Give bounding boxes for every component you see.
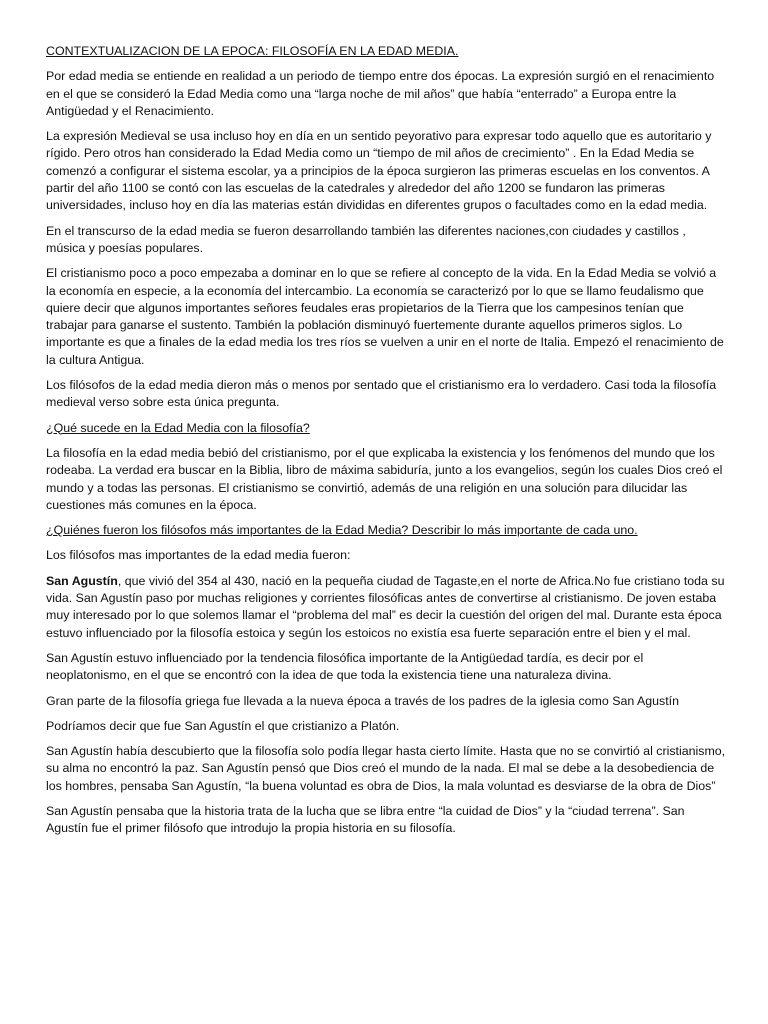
paragraph-agustin-3: Gran parte de la filosofía griega fue llevada a la nueva época a través de los padres de la iglesia como San Agustín [46, 693, 680, 708]
paragraph-philosophers-intro: Los filósofos mas importantes de la edad media fueron: [46, 548, 351, 563]
document-title: CONTEXTUALIZACION DE LA EPOCA: FILOSOFÍA EN LA EDAD MEDIA. [46, 44, 459, 58]
paragraph-section1: La filosofía en la edad media bebió del cristianismo, por el que explicaba la existencia y los fenómenos del mundo que los rodeaba. La verdad era buscar en la Biblia, libro de máxima sabiduría, junto a los evangelios, según los cuales Dios creó el mundo y a todas las personas. El cristianismo se convirtió, además de una religión en una solución para dilucidar las cuestiones más comunes en la época. [46, 445, 723, 512]
agustin-name: San Agustín [46, 573, 118, 588]
section-heading-philosophy: ¿Qué sucede en la Edad Media con la filosofía? [46, 420, 310, 435]
paragraph-intro-2: La expresión Medieval se usa incluso hoy en día en un sentido peyorativo para expresar todo aquello que es autoritario y rígido. Pero otros han considerado la Edad Media como un “tiempo de mil años de crecimiento” . En la Edad Media se comenzó a configurar el sistema escolar, ya a principios de la época surgieron las primeras escuelas en los conventos. A partir del año 1100 se contó con las escuelas de la catedrales y alrededor del año 1200 se fundaron las primeras universidades, incluso hoy en día las materias están divididas en diferentes grupos o facultades como en la edad media. [46, 129, 712, 213]
paragraph-agustin-4: Podríamos decir que fue San Agustín el que cristianizo a Platón. [46, 718, 400, 733]
paragraph-intro-3: En el transcurso de la edad media se fueron desarrollando también las diferentes naciones,con ciudades y castillos , música y poesías populares. [46, 223, 686, 255]
paragraph-intro-4: El cristianismo poco a poco empezaba a dominar en lo que se refiere al concepto de la vida. En la Edad Media se volvió a la economía en especie, a la economía del intercambio. La economía se caracterizó por lo que se llamo feudalismo que quiere decir que algunos importantes señores feudales eras propietarios de la Tierra que los campesinos tenían que trabajar para ganarse el sustento. También la población disminuyó fuertemente durante aquellos primeros siglos. Lo importante es que a finales de la edad media los tres ríos se vuelven a unir en el norte de Italia. Empezó el renacimiento de la cultura Antigua. [46, 266, 724, 367]
paragraph-agustin-5: San Agustín había descubierto que la filosofía solo podía llegar hasta cierto límite. Hasta que no se convirtió al cristianismo, su alma no encontró la paz. San Agustín pensó que Dios creó el mundo de la nada. El mal se debe a la desobediencia de los hombres, pensaba San Agustín, “la buena voluntad es obra de Dios, la mala voluntad es desviarse de la obra de Dios” [46, 744, 726, 793]
paragraph-agustin-2: San Agustín estuvo influenciado por la tendencia filosófica importante de la Antigüedad tardía, es decir por el neoplatonismo, en el que se encontró con la idea de que toda la existencia tiene una naturaleza divina. [46, 650, 644, 683]
document-page [46, 43, 726, 846]
paragraph-intro-1: Por edad media se entiende en realidad a un periodo de tiempo entre dos épocas. La expresión surgió en el renacimiento en el que se consideró la Edad Media como una “larga noche de mil años” que había “enterrado” a Europa entre la Antigüedad y el Renacimiento. [46, 69, 715, 118]
paragraph-intro-5: Los filósofos de la edad media dieron más o menos por sentado que el cristianismo era lo verdadero. Casi toda la filosofía medieval verso sobre esta única pregunta. [46, 378, 717, 410]
paragraph-agustin-1 [46, 573, 726, 642]
section-heading-philosophers: ¿Quiénes fueron los filósofos más importantes de la Edad Media? Describir lo más importante de cada uno. [46, 523, 638, 538]
paragraph-agustin-6: San Agustín pensaba que la historia trata de la lucha que se libra entre “la cuidad de Dios” y la “ciudad terrena”. San Agustín fue el primer filósofo que introdujo la propia historia en su filosofía. [46, 803, 685, 836]
agustin-bio: , que vivió del 354 al 430, nació en la pequeña ciudad de Tagaste,en el norte de Africa.No fue cristiano toda su vida. San Agustín paso por muchas religiones y corrientes filosóficas antes de convertirse al cristianismo. De joven estaba muy interesado por lo que solemos llamar el “problema del mal” es decir la cuestión del origen del mal. Durante esta época estuvo influenciado por la filosofía estoica y según los estoicos no existía esa fuerte separación entre el bien y el mal. [46, 573, 725, 640]
